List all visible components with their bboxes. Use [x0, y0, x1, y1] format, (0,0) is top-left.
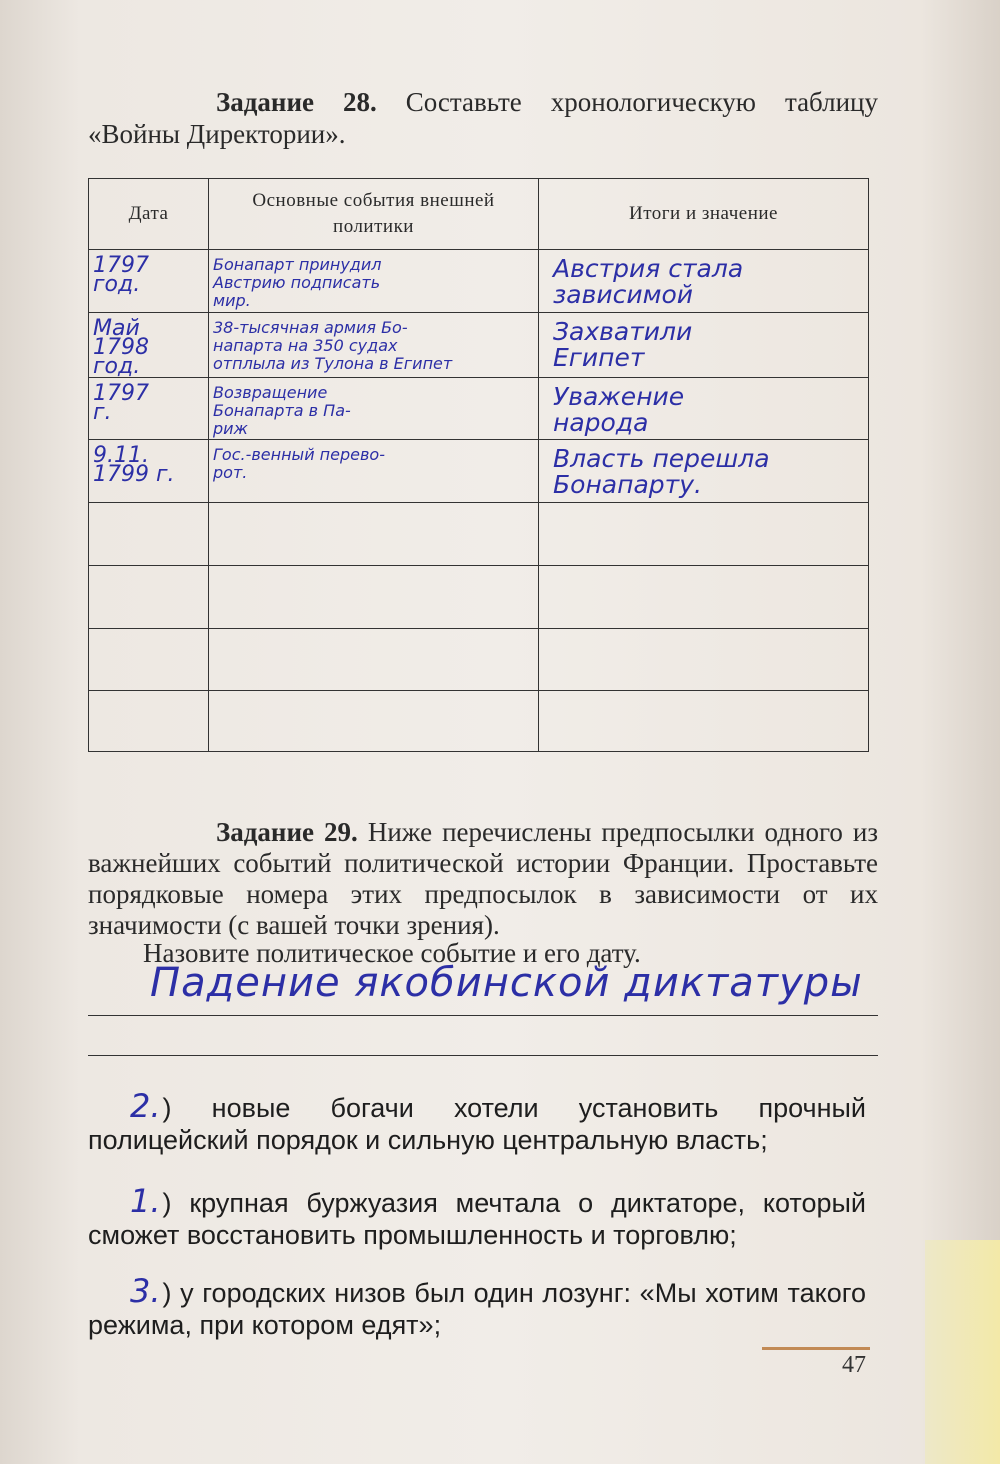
- table-row: [89, 250, 869, 313]
- table-row: [89, 312, 869, 377]
- table-row: [89, 691, 869, 752]
- handwritten-result: Австрия стала зависимой: [553, 254, 744, 309]
- cell-event: [209, 565, 539, 628]
- cell-event: [209, 250, 539, 313]
- handwritten-event: Бонапарт принудил Австрию подписать мир.: [213, 255, 382, 310]
- task-28-text: Составьте хронологическую таблицу «Войны Директории».: [88, 87, 878, 149]
- task-28-label: Задание 28.: [216, 87, 377, 117]
- cell-date: [89, 691, 209, 752]
- cell-result: [539, 565, 869, 628]
- cell-result: [539, 628, 869, 691]
- answer-line: [88, 1055, 878, 1056]
- cell-result: [539, 440, 869, 503]
- cell-event: [209, 691, 539, 752]
- prerequisite-item: [88, 1087, 866, 1156]
- cell-result: [539, 377, 869, 440]
- cell-date: [89, 377, 209, 440]
- handwritten-result: Уважение народа: [553, 381, 685, 437]
- handwritten-rank: 3.: [130, 1272, 161, 1310]
- page-number: 47: [842, 1352, 866, 1378]
- handwritten-date: 1797 г.: [93, 380, 149, 425]
- prerequisite-text: ) крупная буржуазия мечтала о диктаторе, который сможет восстановить промышленность и торговлю;: [88, 1188, 866, 1250]
- header-events: Основные события внешней политики: [209, 179, 539, 250]
- handwritten-event: Гос.-венный перево- рот.: [213, 445, 385, 483]
- table-row: [89, 628, 869, 691]
- cell-event: [209, 628, 539, 691]
- table-row: [89, 440, 869, 503]
- cell-event: [209, 440, 539, 503]
- cell-date: [89, 503, 209, 566]
- task-29: [88, 817, 878, 941]
- handwritten-date: Май 1798 год.: [93, 315, 149, 378]
- prerequisite-item: [88, 1272, 866, 1341]
- cell-event: [209, 377, 539, 440]
- table-row: [89, 503, 869, 566]
- prerequisite-item: [88, 1182, 866, 1251]
- handwritten-rank: 1.: [130, 1182, 161, 1220]
- answer-line: [88, 1015, 878, 1016]
- cell-result: [539, 503, 869, 566]
- cell-date: [89, 312, 209, 377]
- chronology-table: [88, 178, 869, 752]
- cell-result: [539, 312, 869, 377]
- handwritten-rank: 2.: [130, 1087, 161, 1125]
- handwritten-date: 9.11. 1799 г.: [93, 443, 175, 488]
- cell-date: [89, 565, 209, 628]
- handwritten-event: Возвращение Бонапарта в Па- риж: [213, 382, 351, 438]
- table-row: [89, 565, 869, 628]
- table-row: [89, 377, 869, 440]
- cell-date: [89, 628, 209, 691]
- prerequisite-text: ) новые богачи хотели установить прочный полицейский порядок и сильную центральную власть;: [88, 1093, 866, 1155]
- handwritten-date: 1797 год.: [93, 253, 149, 297]
- cell-event: [209, 312, 539, 377]
- cell-result: [539, 250, 869, 313]
- cell-event: [209, 503, 539, 566]
- header-date: Дата: [89, 179, 209, 250]
- task-29-label: Задание 29.: [216, 817, 358, 847]
- header-results: Итоги и значение: [539, 179, 869, 250]
- task-29-question: Назовите политическое событие и его дату.: [143, 938, 641, 968]
- handwritten-answer: Падение якобинской диктатуры: [150, 960, 863, 1006]
- table-header-row: [89, 179, 869, 250]
- cell-date: [89, 250, 209, 313]
- task-28: [88, 86, 878, 150]
- cell-result: [539, 691, 869, 752]
- cell-date: [89, 440, 209, 503]
- page-edge: [925, 1240, 1000, 1464]
- handwritten-event: 38-тысячная армия Бо- напарта на 350 судах отплыла из Тулона в Египет: [213, 317, 453, 373]
- task-29-text: Ниже перечислены предпосылки одного из важнейших событий политической истории Франции. Проставьте порядковые номера этих предпосылок в зависимости от их значимости (с вашей точки зрения).: [88, 817, 879, 940]
- footer-rule: [762, 1347, 870, 1350]
- handwritten-result: Власть перешла Бонапарту.: [553, 444, 770, 500]
- handwritten-result: Захватили Египет: [553, 316, 693, 372]
- prerequisite-text: ) у городских низов был один лозунг: «Мы хотим такого режима, при котором едят»;: [88, 1278, 866, 1340]
